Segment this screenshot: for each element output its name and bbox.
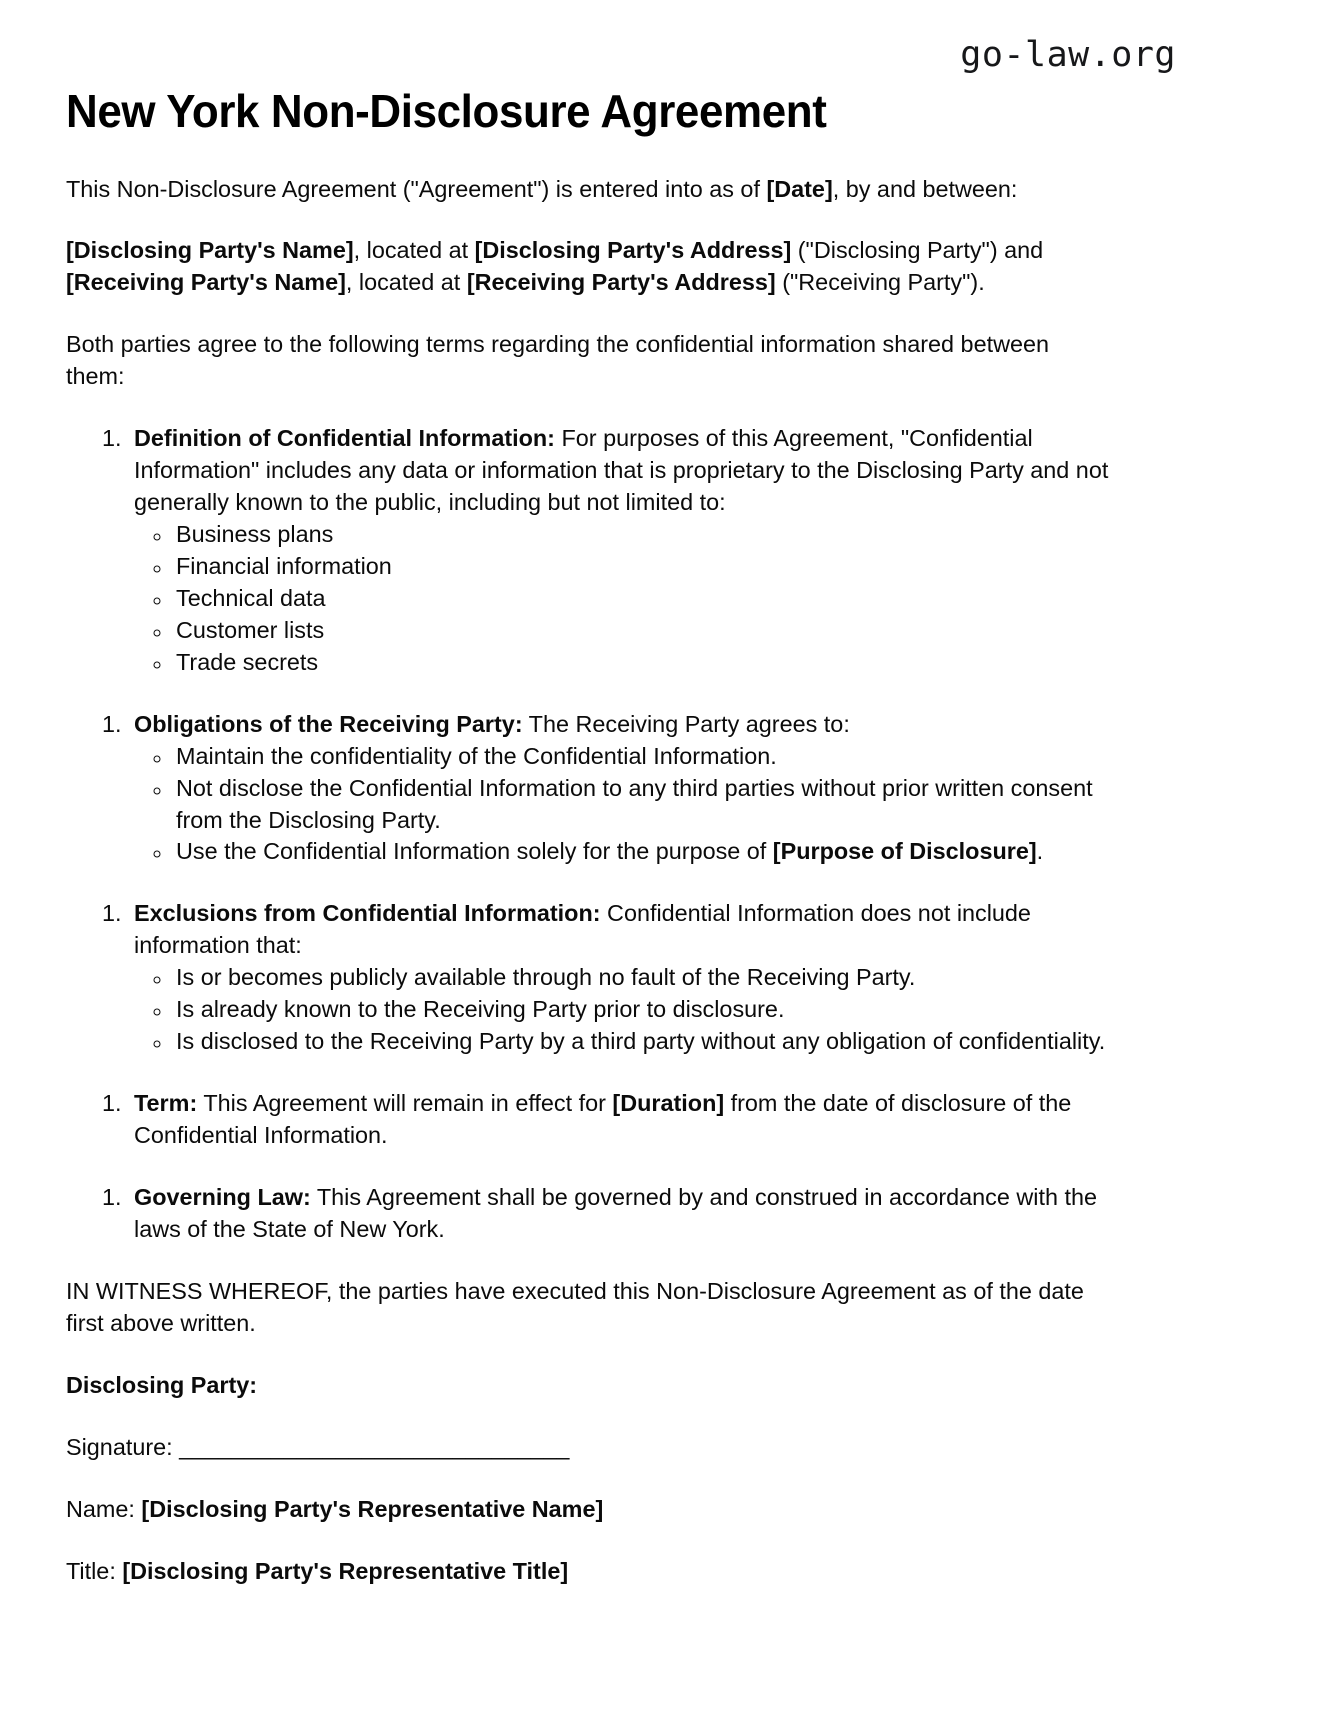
receiving-party-address: [Receiving Party's Address]	[466, 269, 776, 296]
intro-text-part1: This Non-Disclosure Agreement ("Agreement") is entered into as of	[66, 175, 767, 202]
signature-line[interactable]: ______________________________	[179, 1433, 570, 1460]
section-heading-obligations: Obligations of the Receiving Party:	[134, 710, 523, 737]
parties-text-mid1: , located at	[353, 237, 475, 264]
disclosing-party-address: [Disclosing Party's Address]	[474, 237, 792, 264]
list-item: ◦ Business plans	[172, 519, 1112, 551]
site-logo: go-law.org	[960, 35, 1176, 75]
section-list-exclusions	[66, 898, 1112, 1058]
date-placeholder: [Date]	[766, 175, 833, 202]
purpose-bullet-prefix: Use the Confidential Information solely for the purpose of	[176, 838, 773, 865]
signature-label: Signature:	[66, 1433, 180, 1460]
section-list-definition	[66, 423, 1112, 679]
section-list-obligations	[66, 709, 1112, 869]
section-body-term-prefix: This Agreement will remain in effect for	[197, 1090, 613, 1117]
section-heading-governing-law: Governing Law:	[134, 1183, 311, 1210]
representative-title-label: Title:	[66, 1557, 123, 1584]
representative-name-label: Name:	[66, 1495, 142, 1522]
list-item: ◦ Customer lists	[172, 615, 1112, 647]
list-item: ◦ Not disclose the Confidential Information to any third parties without prior written consent from the Disclosing Party.	[172, 773, 1112, 837]
section-body-term-suffix: from the date of disclosure of the Confidential Information.	[134, 1090, 1072, 1149]
duration-placeholder: [Duration]	[612, 1090, 725, 1117]
representative-title-placeholder: [Disclosing Party's Representative Title]	[122, 1557, 569, 1584]
signature-row	[66, 1432, 1112, 1464]
parties-text-tail: ("Receiving Party").	[775, 269, 985, 296]
representative-title-row	[66, 1556, 1112, 1588]
definition-bullet-list	[134, 519, 1112, 679]
purpose-bullet-suffix: .	[1036, 838, 1044, 865]
witness-clause: IN WITNESS WHEREOF, the parties have executed this Non-Disclosure Agreement as of the date first above written.	[66, 1277, 1084, 1336]
section-body-exclusions: Confidential Information does not include information that:	[134, 900, 1031, 959]
purpose-of-disclosure-placeholder: [Purpose of Disclosure]	[772, 838, 1037, 865]
parties-text-mid2: ("Disclosing Party") and	[791, 237, 1044, 264]
section-body-governing-law: This Agreement shall be governed by and construed in accordance with the laws of the State of New York.	[134, 1183, 1097, 1242]
disclosing-party-heading-text: Disclosing Party:	[66, 1371, 258, 1398]
page-title: New York Non-Disclosure Agreement	[66, 85, 827, 137]
section-list-governing-law	[66, 1182, 1112, 1246]
intro-paragraph	[66, 174, 1112, 206]
section-heading-exclusions: Exclusions from Confidential Information:	[134, 900, 601, 927]
agreement-lead-in: Both parties agree to the following terms regarding the confidential information shared between them:	[66, 331, 1049, 390]
section-item-exclusions	[128, 898, 1112, 1058]
document-body	[66, 138, 1112, 1588]
section-heading-definition: Definition of Confidential Information:	[134, 425, 555, 452]
section-item-term	[128, 1088, 1112, 1152]
list-item: ◦ Is disclosed to the Receiving Party by a third party without any obligation of confidentiality.	[172, 1026, 1112, 1058]
section-item-governing-law	[128, 1182, 1112, 1246]
parties-text-mid3: , located at	[345, 269, 467, 296]
list-item: ◦ Financial information	[172, 551, 1112, 583]
parties-paragraph	[66, 235, 1112, 299]
representative-name-placeholder: [Disclosing Party's Representative Name]	[141, 1495, 604, 1522]
section-list-term	[66, 1088, 1112, 1152]
exclusions-bullet-list	[134, 962, 1112, 1058]
receiving-party-name: [Receiving Party's Name]	[66, 269, 346, 296]
representative-name-row	[66, 1494, 1112, 1526]
list-item: ◦ Technical data	[172, 583, 1112, 615]
section-body-definition: For purposes of this Agreement, "Confidential Information" includes any data or information that is proprietary to the Disclosing Party and not generally known to the public, including but not limited to:	[134, 425, 1109, 516]
list-item: ◦ Is or becomes publicly available through no fault of the Receiving Party.	[172, 962, 1112, 994]
list-item: ◦ Is already known to the Receiving Party prior to disclosure.	[172, 994, 1112, 1026]
section-body-obligations: The Receiving Party agrees to:	[522, 710, 850, 737]
disclosing-party-name: [Disclosing Party's Name]	[66, 237, 354, 264]
intro-text-part2: , by and between:	[832, 175, 1018, 202]
section-heading-term: Term:	[134, 1090, 198, 1117]
obligations-bullet-list	[134, 741, 1112, 869]
list-item: ◦ Maintain the confidentiality of the Confidential Information.	[172, 741, 1112, 773]
section-item-obligations	[128, 709, 1112, 869]
list-item: ◦ Trade secrets	[172, 647, 1112, 679]
section-item-definition	[128, 423, 1112, 679]
disclosing-party-heading	[66, 1370, 1112, 1402]
list-item-purpose	[172, 836, 1112, 868]
